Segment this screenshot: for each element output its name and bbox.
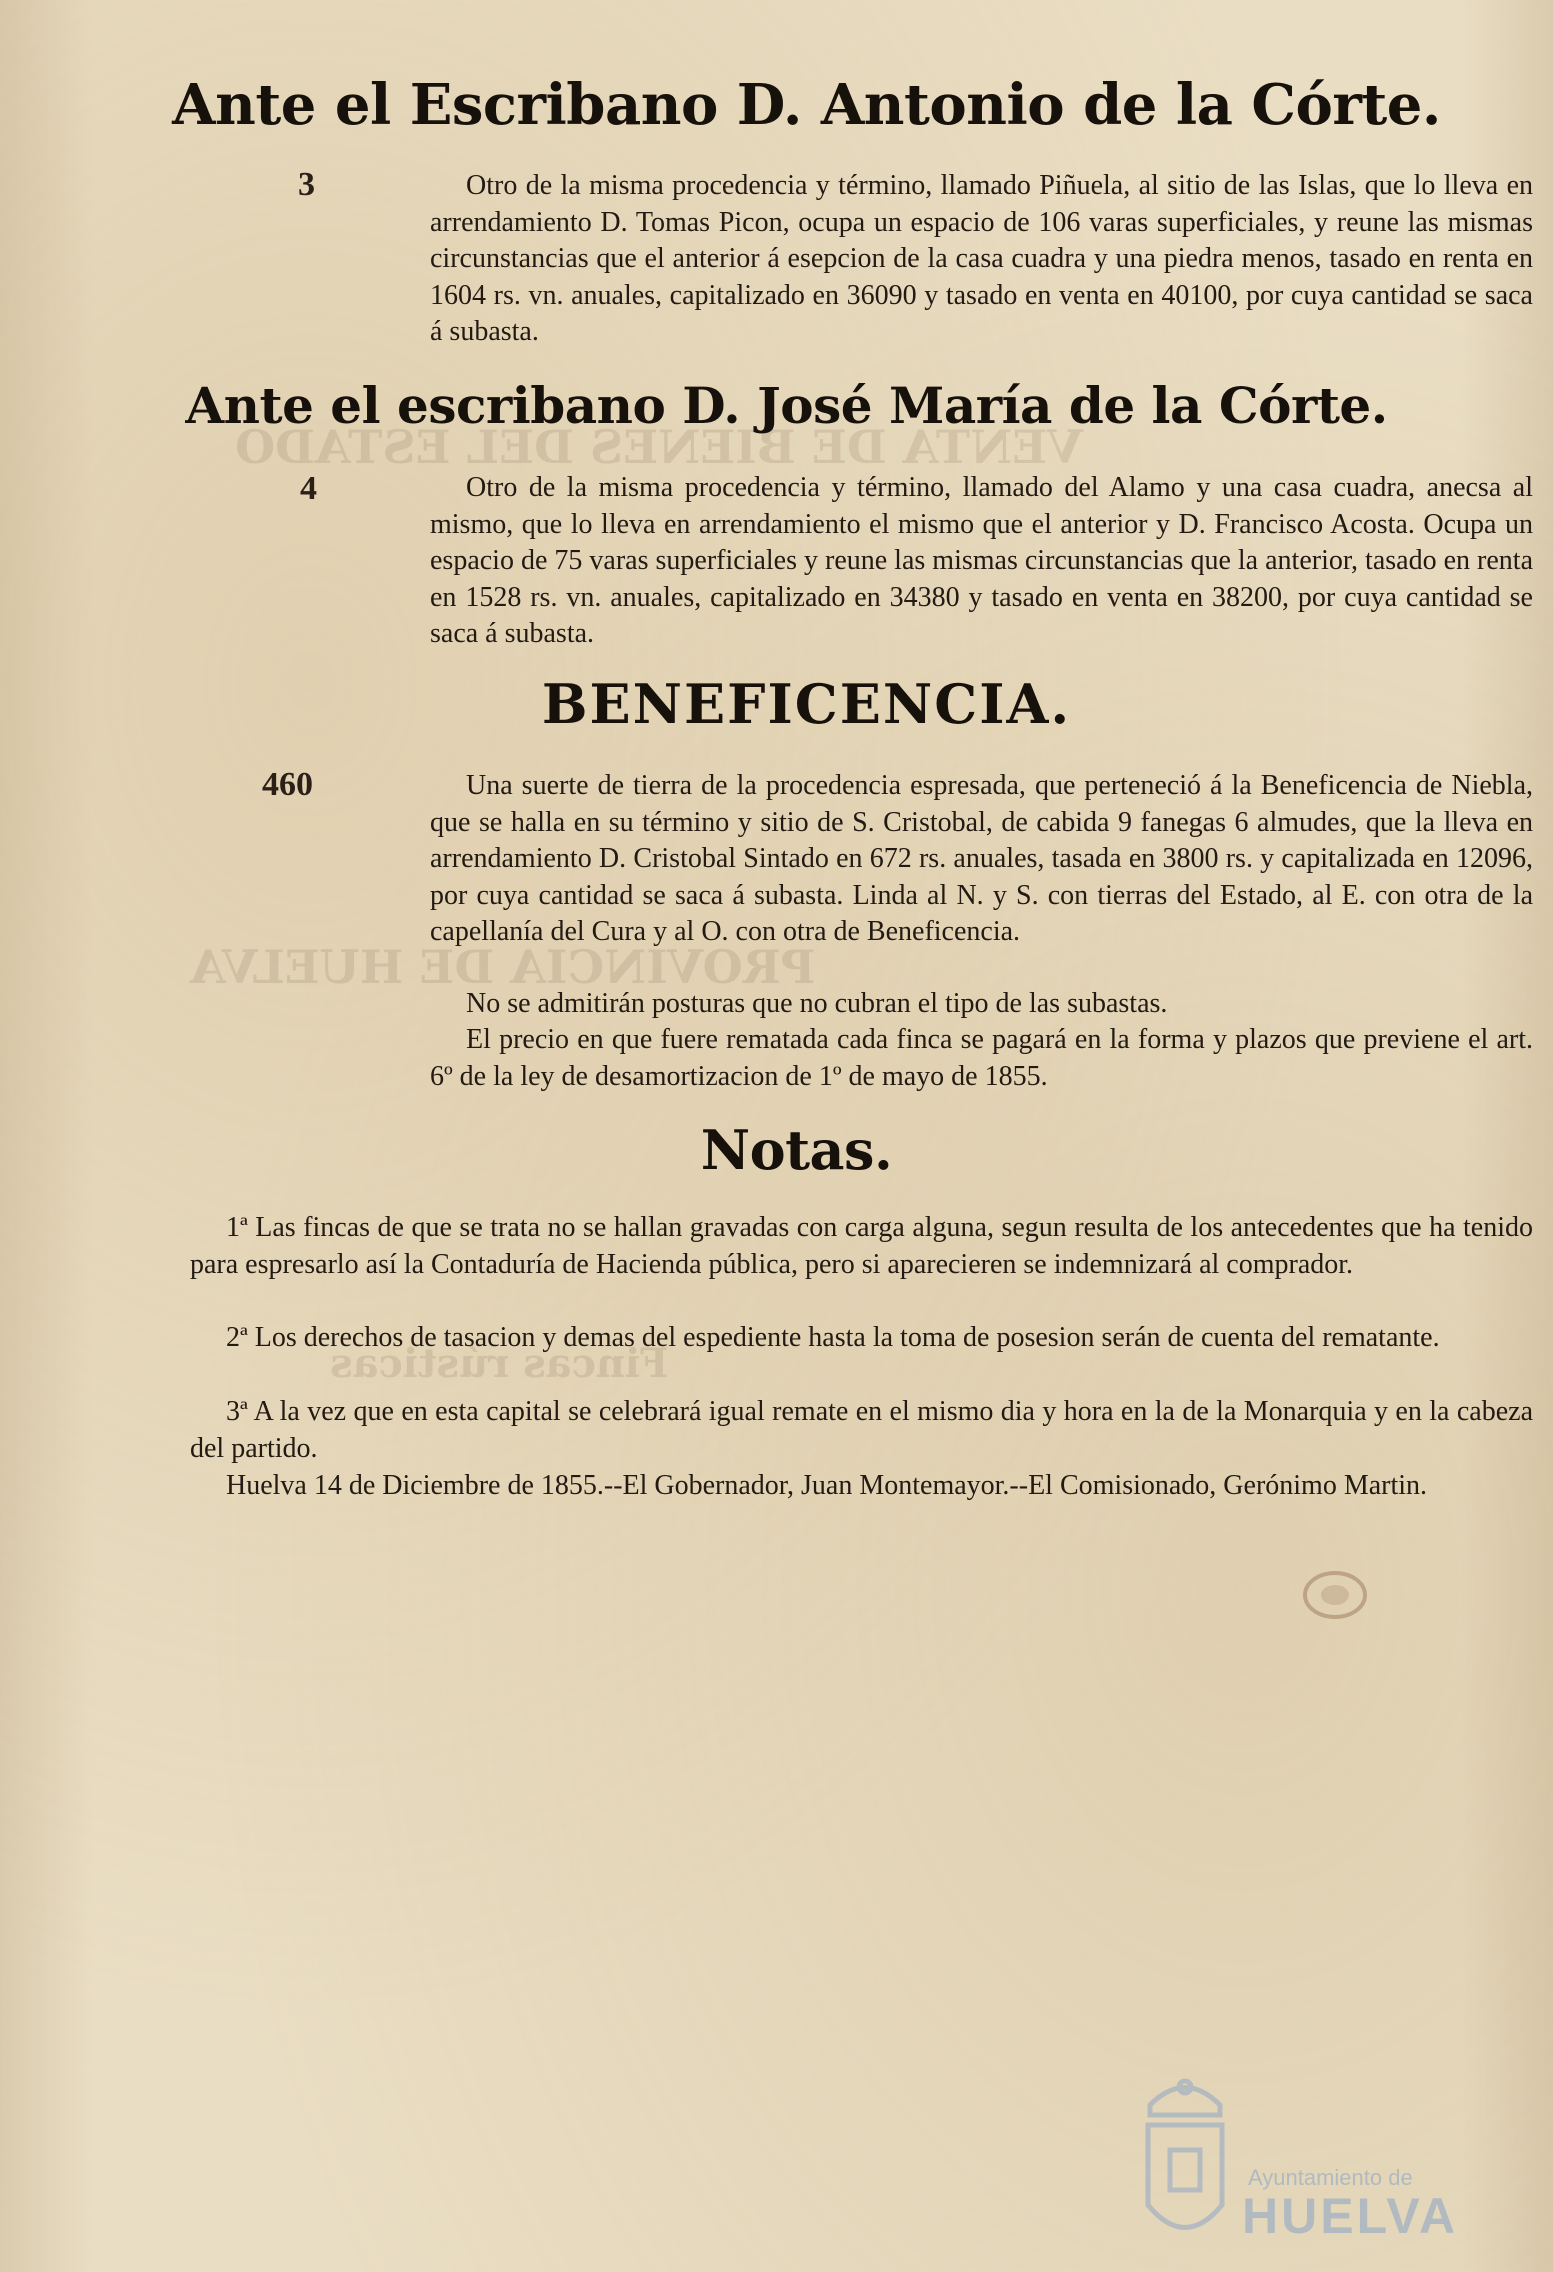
lot-description: [430, 768, 1533, 951]
huelva-watermark: [1130, 2065, 1510, 2255]
lot-number: 4: [300, 470, 317, 507]
bleed-through-text: Fincas rústicas: [330, 1340, 669, 1387]
signature-line: [190, 1468, 1533, 1505]
signature-text: Huelva 14 de Diciembre de 1855.--El Gobernador, Juan Montemayor.--El Comisionado, Gerónimo Martin.: [226, 1470, 1428, 1501]
note-2-text: 2ª Los derechos de tasacion y demas del espediente hasta la toma de posesion serán de cuenta del rematante.: [226, 1322, 1440, 1353]
lot-description: [430, 168, 1533, 351]
coat-of-arms-icon: [1130, 2065, 1240, 2255]
lot-description: [430, 470, 1533, 653]
notes-heading: Notas.: [700, 1118, 893, 1182]
note-1: [190, 1210, 1533, 1283]
lot-description-text: Una suerte de tierra de la procedencia espresada, que perteneció á la Beneficencia de Niebla, que se halla en su término y sitio de S. Cristobal, de cabida 9 fanegas 6 almudes, que la lleva en arrendamiento D. Cristobal Sintado en 672 rs. anuales, tasada en 3800 rs. y capitalizada en 12096, por cuya cantidad se saca á subasta. Linda al N. y S. con tierras del Estado, al E. con otra de la capellanía del Cura y al O. con otra de Beneficencia.: [430, 770, 1533, 947]
payment-condition-text: El precio en que fuere rematada cada finca se pagará en la forma y plazos que previene el art. 6º de la ley de desamortizacion de 1º de mayo de 1855.: [430, 1024, 1533, 1092]
section-heading-beneficencia: BENEFICENCIA.: [541, 672, 1072, 736]
section-heading-jose: Ante el escribano D. José María de la Córte.: [185, 376, 1388, 435]
auction-condition: [430, 986, 1533, 1023]
bleed-through-text: PROVINCIA DE HUELVA: [190, 940, 816, 994]
lot-description-text: Otro de la misma procedencia y término, llamado del Alamo y una casa cuadra, anecsa al mismo, que lo lleva en arrendamiento el mismo que el anterior y D. Francisco Acosta. Ocupa un espacio de 75 varas superficiales y reune las mismas circunstancias que la anterior, tasado en renta en 1528 rs. vn. anuales, capitalizado en 34380 y tasado en venta en 38200, por cuya cantidad se saca á subasta.: [430, 472, 1533, 649]
bleed-through-text: VENTA DE BIENES DEL ESTADO: [235, 420, 1083, 474]
watermark-line2: HUELVA: [1242, 2188, 1459, 2244]
lot-number: 3: [298, 166, 315, 203]
faded-stamp: [1290, 1560, 1380, 1630]
note-3-text: 3ª A la vez que en esta capital se celebrará igual remate en el mismo dia y hora en la de la Monarquia y en la cabeza del partido.: [190, 1396, 1533, 1464]
section-heading-antonio: Ante el Escribano D. Antonio de la Córte.: [172, 72, 1441, 138]
payment-condition: [430, 1022, 1533, 1095]
note-2: [190, 1320, 1533, 1357]
lot-description-text: Otro de la misma procedencia y término, llamado Piñuela, al sitio de las Islas, que lo lleva en arrendamiento D. Tomas Picon, ocupa un espacio de 106 varas superficiales, y reune las mismas circunstancias que el anterior á esepcion de la casa cuadra y una piedra menos, tasado en renta en 1604 rs. vn. anuales, capitalizado en 36090 y tasado en venta en 40100, por cuya cantidad se saca á subasta.: [430, 170, 1533, 347]
note-3: [190, 1394, 1533, 1467]
watermark-line1: Ayuntamiento de: [1248, 2165, 1413, 2190]
auction-condition-text: No se admitirán posturas que no cubran el tipo de las subastas.: [466, 988, 1168, 1019]
lot-number: 460: [262, 766, 313, 803]
note-1-text: 1ª Las fincas de que se trata no se hallan gravadas con carga alguna, segun resulta de los antecedentes que ha tenido para espresarlo así la Contaduría de Hacienda pública, pero si aparecieren se indemnizará al comprador.: [190, 1212, 1533, 1280]
